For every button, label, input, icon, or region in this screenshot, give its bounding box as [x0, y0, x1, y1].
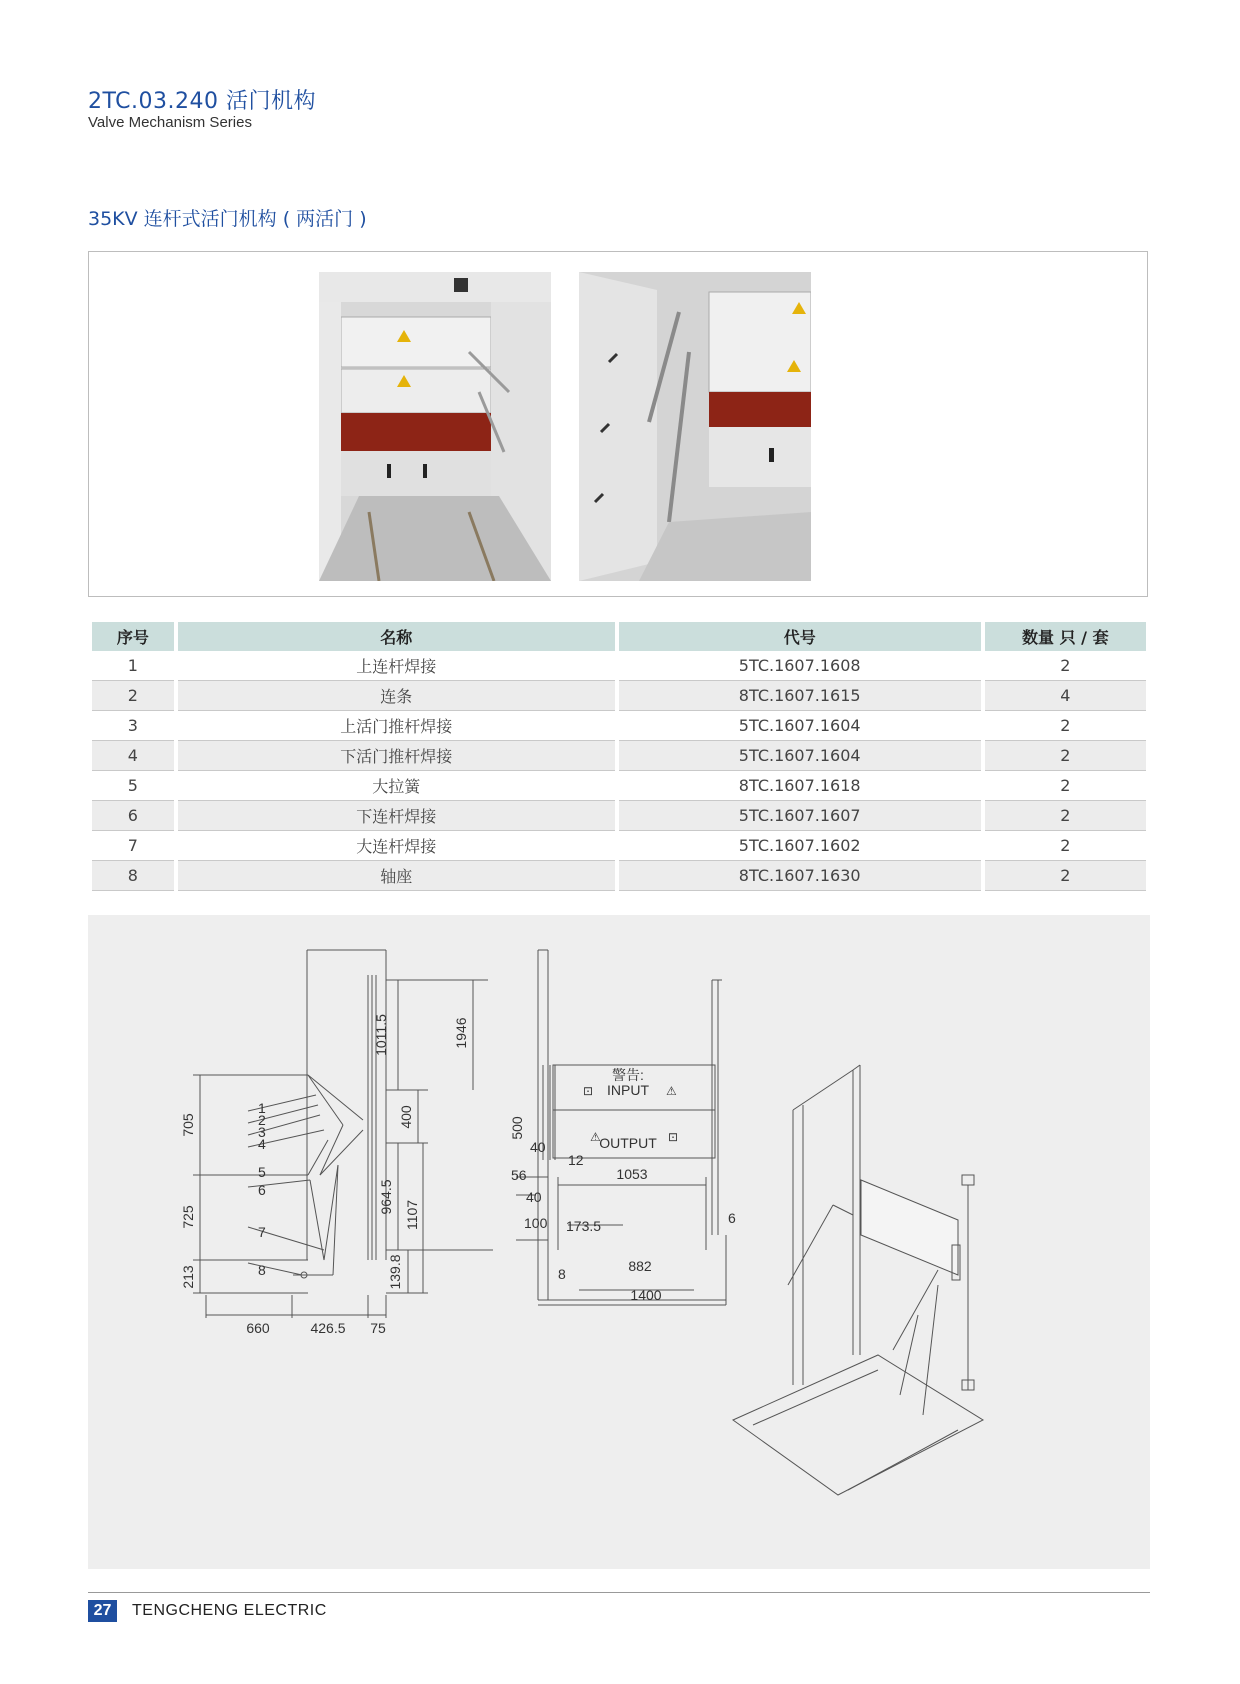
- dim-75: 75: [370, 1320, 386, 1336]
- cell-code: 5TC.1607.1604: [619, 711, 981, 741]
- callout-1: 1: [258, 1100, 266, 1116]
- page-title: 2TC.03.240 活门机构: [88, 89, 316, 114]
- output-label: OUTPUT: [599, 1135, 657, 1151]
- table-row: [92, 801, 1146, 831]
- footer-divider: [88, 1592, 1150, 1593]
- callout-7: 7: [258, 1224, 266, 1240]
- table-row: [92, 831, 1146, 861]
- dim-882: 882: [628, 1258, 652, 1274]
- cell-quantity: 2: [985, 651, 1146, 681]
- cell-number: 5: [92, 771, 174, 801]
- input-label: INPUT: [607, 1082, 649, 1098]
- cell-code: 8TC.1607.1615: [619, 681, 981, 711]
- dim-173: 173.5: [566, 1218, 602, 1234]
- warning-icon: ⊡: [583, 1084, 594, 1098]
- cell-code: 8TC.1607.1630: [619, 861, 981, 891]
- cell-name: 上活门推杆焊接: [178, 711, 615, 741]
- cell-quantity: 2: [985, 861, 1146, 891]
- cell-name: 轴座: [178, 861, 615, 891]
- table-header-row: [92, 622, 1146, 651]
- cell-name: 下活门推杆焊接: [178, 741, 615, 771]
- dim-400: 400: [398, 1105, 414, 1129]
- cell-quantity: 2: [985, 771, 1146, 801]
- dim-1053: 1053: [616, 1166, 648, 1182]
- dim-1946: 1946: [453, 1017, 469, 1049]
- parts-table: [88, 622, 1150, 891]
- front-view-drawing: [516, 950, 726, 1305]
- cell-name: 连条: [178, 681, 615, 711]
- dim-100: 100: [524, 1215, 548, 1231]
- cell-number: 6: [92, 801, 174, 831]
- cell-name: 大连杆焊接: [178, 831, 615, 861]
- cell-name: 上连杆焊接: [178, 651, 615, 681]
- dim-1011: 1011.5: [373, 1014, 389, 1056]
- cell-number: 3: [92, 711, 174, 741]
- cell-quantity: 4: [985, 681, 1146, 711]
- dim-1400: 1400: [630, 1287, 662, 1303]
- isometric-view-drawing: [733, 1065, 983, 1495]
- switchgear-front-photo: [319, 272, 551, 581]
- callout-8: 8: [258, 1262, 266, 1278]
- dim-6: 6: [728, 1210, 736, 1226]
- cell-code: 8TC.1607.1618: [619, 771, 981, 801]
- table-row: [92, 681, 1146, 711]
- page-number: 27: [88, 1600, 117, 1622]
- callout-6: 6: [258, 1182, 266, 1198]
- cell-number: 1: [92, 651, 174, 681]
- cell-name: 下连杆焊接: [178, 801, 615, 831]
- callout-2: 2: [258, 1112, 266, 1128]
- technical-drawing-panel: [88, 915, 1150, 1569]
- table-row: [92, 771, 1146, 801]
- column-header-code: 代号: [619, 622, 981, 651]
- table-row: [92, 711, 1146, 741]
- section-title: 35KV 连杆式活门机构 ( 两活门 ): [88, 208, 367, 230]
- warning-triangle-icon: ⚠: [666, 1084, 677, 1098]
- cell-number: 7: [92, 831, 174, 861]
- dim-1107: 1107: [404, 1199, 420, 1231]
- cell-name: 大拉簧: [178, 771, 615, 801]
- warning-icon: ⊡: [668, 1130, 679, 1144]
- dim-213: 213: [180, 1265, 196, 1289]
- technical-drawing: [88, 915, 1150, 1569]
- dim-660: 660: [246, 1320, 270, 1336]
- photo-panel: [88, 251, 1148, 597]
- dim-725: 725: [180, 1205, 196, 1229]
- cell-quantity: 2: [985, 831, 1146, 861]
- column-header-name: 名称: [178, 622, 615, 651]
- cell-code: 5TC.1607.1607: [619, 801, 981, 831]
- cell-quantity: 2: [985, 801, 1146, 831]
- cell-code: 5TC.1607.1604: [619, 741, 981, 771]
- cell-quantity: 2: [985, 741, 1146, 771]
- dim-964: 964.5: [378, 1179, 394, 1215]
- dim-56: 56: [511, 1167, 527, 1183]
- table-row: [92, 861, 1146, 891]
- cell-quantity: 2: [985, 711, 1146, 741]
- cell-number: 4: [92, 741, 174, 771]
- dim-12: 12: [568, 1152, 584, 1168]
- table-row: [92, 651, 1146, 681]
- side-view-drawing: [193, 950, 493, 1318]
- dim-500: 500: [509, 1116, 525, 1140]
- warning-label: 警告:: [612, 1067, 644, 1083]
- dim-40-lower: 40: [526, 1189, 542, 1205]
- cell-code: 5TC.1607.1602: [619, 831, 981, 861]
- callout-4: 4: [258, 1136, 266, 1152]
- callout-3: 3: [258, 1124, 266, 1140]
- company-name: TENGCHENG ELECTRIC: [132, 1602, 327, 1619]
- column-header-number: 序号: [92, 622, 174, 651]
- column-header-quantity: 数量 只 / 套: [985, 622, 1146, 651]
- dim-40-upper: 40: [530, 1139, 546, 1155]
- warning-triangle-icon: ⚠: [590, 1130, 601, 1144]
- cell-number: 8: [92, 861, 174, 891]
- cell-number: 2: [92, 681, 174, 711]
- switchgear-side-photo: [579, 272, 811, 581]
- dim-705: 705: [180, 1113, 196, 1137]
- table-row: [92, 741, 1146, 771]
- cell-code: 5TC.1607.1608: [619, 651, 981, 681]
- dim-8: 8: [558, 1266, 566, 1282]
- dim-139: 139.8: [387, 1254, 403, 1290]
- callout-5: 5: [258, 1164, 266, 1180]
- dim-426: 426.5: [310, 1320, 346, 1336]
- page-subtitle: Valve Mechanism Series: [88, 114, 252, 131]
